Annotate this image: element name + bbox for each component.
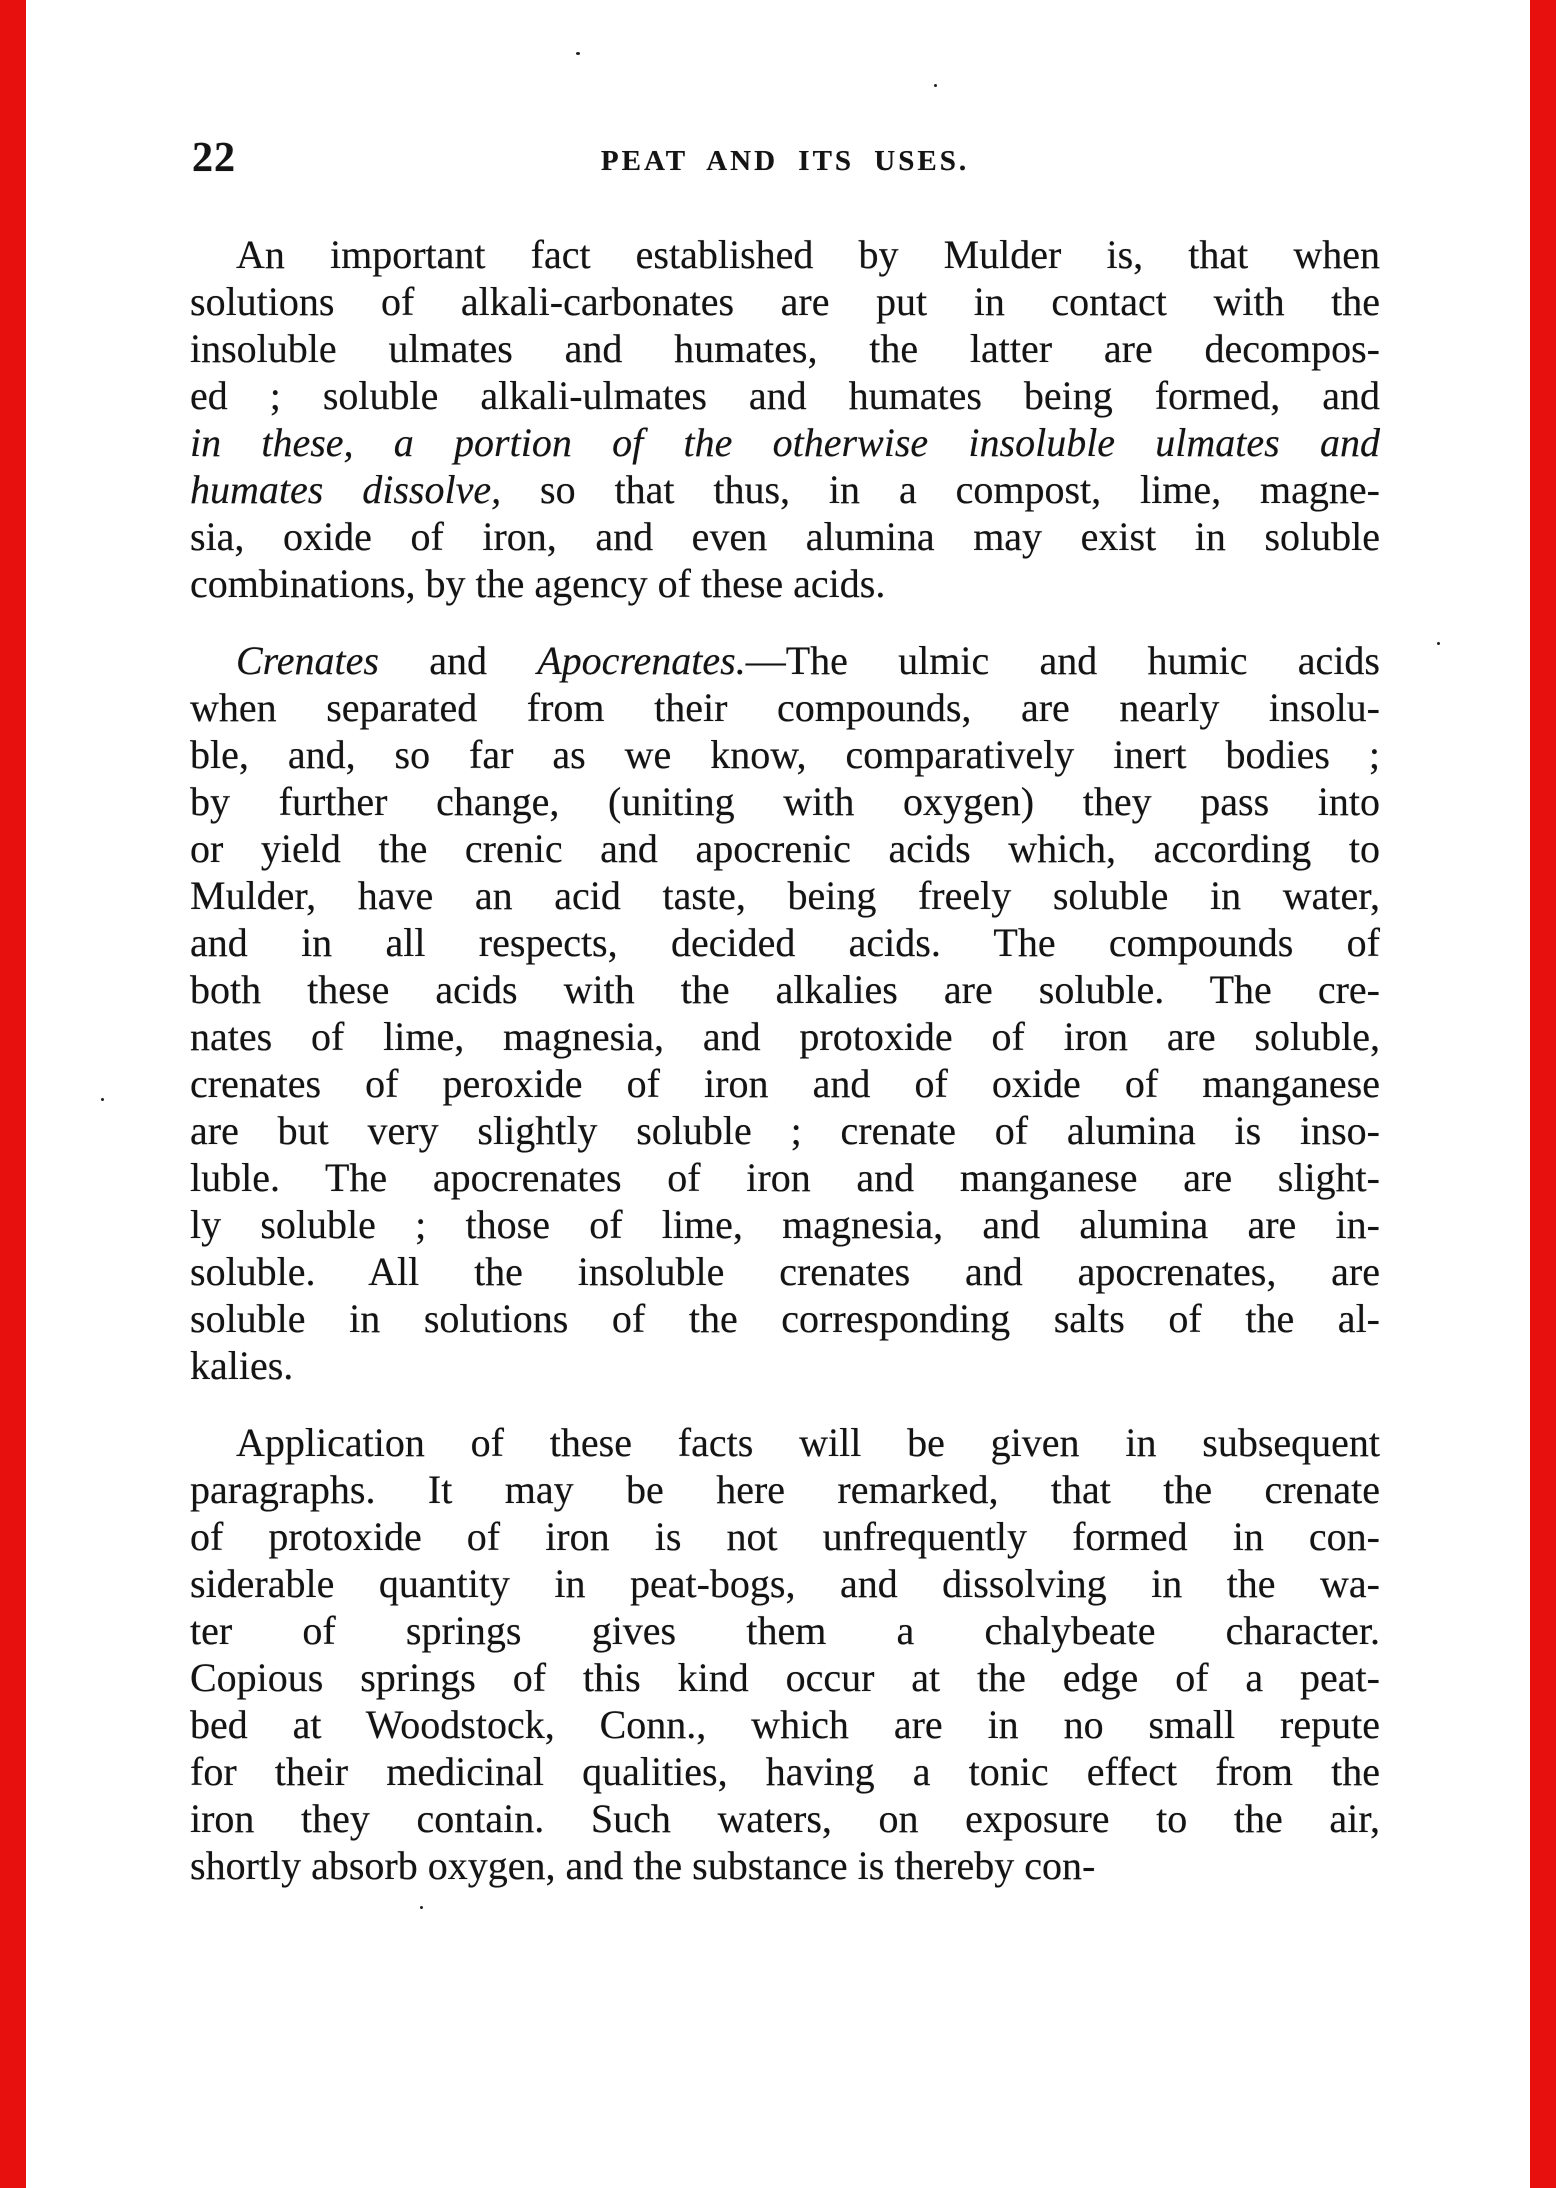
text-line: kalies.	[190, 1343, 294, 1388]
text-line: Crenates and Apocrenates.—The ulmic and humic acids	[236, 638, 1380, 683]
page-body	[190, 231, 1380, 1889]
text-line: crenates of peroxide of iron and of oxide of manganese	[190, 1061, 1380, 1106]
text-line: of protoxide of iron is not unfrequently formed in con-	[190, 1514, 1380, 1559]
text-line: insoluble ulmates and humates, the latter are decompos-	[190, 326, 1380, 371]
text-line: by further change, (uniting with oxygen) they pass into	[190, 779, 1380, 824]
red-scan-edge-right	[1530, 0, 1556, 2188]
text-line: combinations, by the agency of these acids.	[190, 561, 886, 606]
scan-speck	[576, 52, 580, 55]
running-head-title: PEAT AND ITS USES.	[600, 145, 970, 177]
text-line: luble. The apocrenates of iron and manganese are slight-	[190, 1155, 1380, 1200]
page-number: 22	[192, 135, 236, 181]
text-line: ble, and, so far as we know, comparatively inert bodies ;	[190, 732, 1380, 777]
text-line: or yield the crenic and apocrenic acids which, according to	[190, 826, 1380, 871]
text-line: solutions of alkali-carbonates are put in contact with the	[190, 279, 1380, 324]
text-line: Copious springs of this kind occur at the edge of a peat-	[190, 1655, 1380, 1700]
text-line: soluble in solutions of the corresponding salts of the al-	[190, 1296, 1380, 1341]
text-line: An important fact established by Mulder is, that when	[236, 232, 1380, 277]
scan-speck	[101, 1098, 104, 1101]
text-line: in these, a portion of the otherwise insoluble ulmates and	[190, 420, 1380, 465]
red-scan-edge-left	[0, 0, 26, 2188]
text-line: Mulder, have an acid taste, being freely soluble in water,	[190, 873, 1380, 918]
page-header	[190, 134, 1380, 188]
paragraph-3	[190, 1419, 1380, 1889]
scan-speck	[420, 1906, 423, 1909]
text-line: ed ; soluble alkali-ulmates and humates being formed, and	[190, 373, 1380, 418]
text-line: ter of springs gives them a chalybeate character.	[190, 1608, 1380, 1653]
text-line: both these acids with the alkalies are soluble. The cre-	[190, 967, 1380, 1012]
text-line: Application of these facts will be given in subsequent	[236, 1420, 1380, 1465]
text-line: humates dissolve, so that thus, in a compost, lime, magne-	[190, 467, 1380, 512]
paragraph-2	[190, 637, 1380, 1389]
text-line: and in all respects, decided acids. The compounds of	[190, 920, 1380, 965]
text-line: iron they contain. Such waters, on exposure to the air,	[190, 1796, 1380, 1841]
text-line: shortly absorb oxygen, and the substance is thereby con-	[190, 1843, 1096, 1888]
text-line: nates of lime, magnesia, and protoxide of iron are soluble,	[190, 1014, 1380, 1059]
text-line: sia, oxide of iron, and even alumina may exist in soluble	[190, 514, 1380, 559]
text-line: ly soluble ; those of lime, magnesia, and alumina are in-	[190, 1202, 1380, 1247]
scan-speck	[934, 84, 937, 87]
text-line: are but very slightly soluble ; crenate of alumina is inso-	[190, 1108, 1380, 1153]
scan-speck	[1437, 642, 1440, 645]
text-line: bed at Woodstock, Conn., which are in no small repute	[190, 1702, 1380, 1747]
text-line: for their medicinal qualities, having a tonic effect from the	[190, 1749, 1380, 1794]
text-line: when separated from their compounds, are nearly insolu-	[190, 685, 1380, 730]
text-line: soluble. All the insoluble crenates and apocrenates, are	[190, 1249, 1380, 1294]
text-line: siderable quantity in peat-bogs, and dissolving in the wa-	[190, 1561, 1380, 1606]
text-line: paragraphs. It may be here remarked, that the crenate	[190, 1467, 1380, 1512]
paragraph-1	[190, 231, 1380, 607]
